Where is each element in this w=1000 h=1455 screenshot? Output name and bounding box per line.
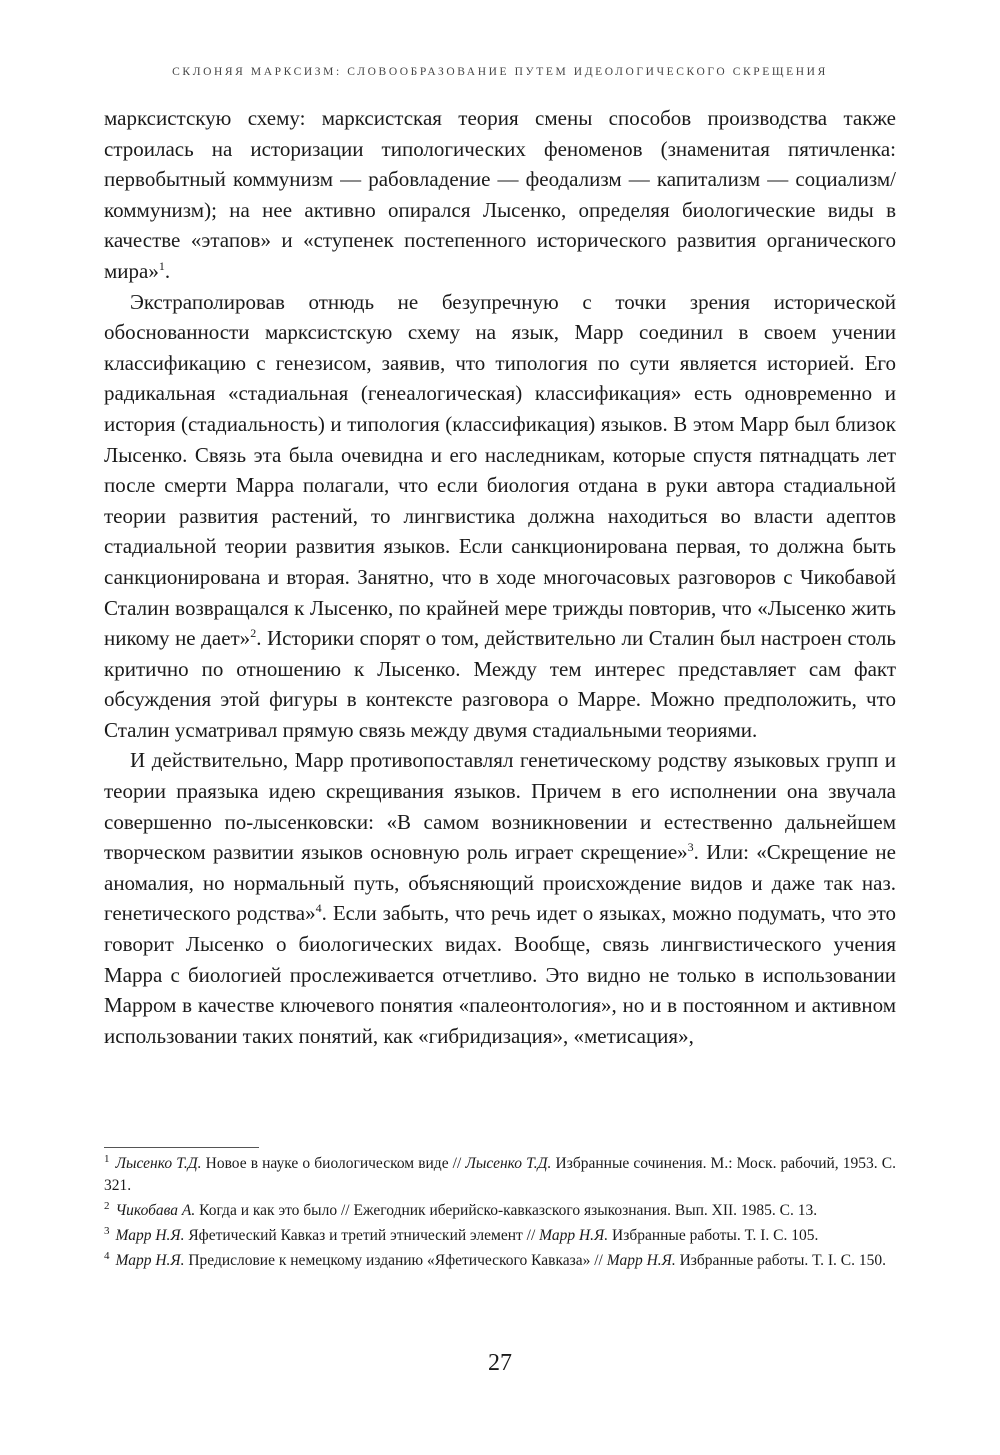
footnote-author: Марр Н.Я.: [539, 1227, 609, 1244]
footnote-author: Марр Н.Я.: [115, 1227, 185, 1244]
footnote-separator: [104, 1147, 259, 1148]
footnote-author: Лысенко Т.Д.: [465, 1155, 552, 1172]
paragraph-text: Экстраполировав отнюдь не безупречную с точки зрения исторической обоснованности марксистскую схему на язык, Марр соединил в своем учении классификацию с генезисом, заявив, что типология по сути является историей. Его радикальная «стадиальная (генеалогическая) классификация» есть одновременно и история (стадиальность) и типология (классификация) языков. В этом Марр был близок Лысенко. Связь эта была очевидна и его наследникам, которые спустя пятнадцать лет после смерти Марра полагали, что если биология отдана в руки автора стадиальной теории развития растений, то лингвистика должна находиться во власти адептов стадиальной теории развития языков. Если санкционирована первая, то должна быть санкционирована и вторая. Занятно, что в ходе многочасовых разговоров с Чикобавой Сталин возвращался к Лысенко, по крайней мере трижды повторив, что «Лысенко жить никому не дает»: [104, 289, 896, 651]
footnote-ref-1[interactable]: 1: [158, 258, 165, 273]
footnote-2: [104, 1200, 896, 1222]
footnote-4: [104, 1250, 896, 1272]
running-head: СКЛОНЯЯ МАРКСИЗМ: СЛОВООБРАЗОВАНИЕ ПУТЕМ ИДЕОЛОГИЧЕСКОГО СКРЕЩЕНИЯ: [172, 66, 828, 78]
footnotes: [104, 1153, 896, 1275]
footnote-3: [104, 1225, 896, 1247]
footnote-number: 4: [104, 1249, 110, 1262]
paragraph-1: марксистскую схему: марксистская теория смены способов производства также строилась на историзации типологических феноменов (знаменитая пятичленка: первобытный коммунизм — рабовладение — феодализм — капитализм — социализм/коммунизм); на нее активно опирался Лысенко, определяя биологические виды в качестве «этапов» и «ступенек постепенного исторического развития органического мира»$^1$.: [104, 106, 896, 283]
paragraph-2: [104, 287, 896, 746]
footnote-ref-4[interactable]: 4: [315, 901, 322, 916]
footnote-text: Когда и как это было // Ежегодник иберийско-кавказского языкознания. Вып. XII. 1985. С. 13.: [195, 1202, 818, 1219]
footnote-author: Лысенко Т.Д.: [115, 1155, 202, 1172]
footnote-text: Предисловие к немецкому изданию «Яфетического Кавказа» //: [184, 1252, 607, 1269]
page-number: 27: [488, 1350, 512, 1376]
footnote-author: Марр Н.Я.: [115, 1252, 185, 1269]
footnote-text: Избранные работы. Т. I. С. 105.: [608, 1227, 819, 1244]
paragraph-3: [104, 745, 896, 1051]
footnote-number: 3: [104, 1224, 110, 1237]
footnote-number: 2: [104, 1199, 110, 1212]
paragraph-text: марксистскую схему: марксистская теория смены способов производства также строилась на историзации типологических феноменов (знаменитая пятичленка: первобытный коммунизм — рабовладение — феодализм — капитализм — социализм/коммунизм); на нее активно опирался Лысенко, определяя биологические виды в качестве «этапов» и «ступенек постепенного исторического развития органического мира»: [104, 106, 896, 283]
footnote-ref-2[interactable]: 2: [250, 626, 257, 641]
footnote-author: Чикобава А.: [115, 1202, 196, 1219]
body-text: [104, 103, 896, 1051]
footnote-text: Яфетический Кавказ и третий этнический элемент //: [184, 1227, 540, 1244]
paragraph-text: И действительно, Марр противопоставлял генетическому родству языковых групп и теории праязыка идею скрещивания языков. Причем в его исполнении она звучала совершенно по-лысенковски: «В самом возникновении и естественно дальнейшем творческом развитии языков основную роль играет скрещение»: [104, 748, 896, 865]
paragraph-text: . Историки спорят о том, действительно ли Сталин был настроен столь критично по отношению к Лысенко. Между тем интерес представляет сам факт обсуждения этой фигуры в контексте разговора о Марре. Можно предположить, что Сталин усматривал прямую связь между двумя стадиальными теориями.: [104, 626, 896, 742]
paragraph-text: . Если забыть, что речь идет о языках, можно подумать, что это говорит Лысенко о биологических видах. Вообще, связь лингвистического учения Марра с биологией прослеживается отчетливо. Это видно не только в использовании Марром в качестве ключевого понятия «палеонтология», но и в постоянном и активном использовании таких понятий, как «гибридизация», «метисация»,: [104, 901, 896, 1048]
footnote-text: Избранные сочинения. М.: Моск. рабочий, 1953. С. 321.: [104, 1155, 896, 1194]
footnote-author: Марр Н.Я.: [606, 1252, 676, 1269]
footnote-number: 1: [104, 1152, 110, 1165]
paragraph-text: . Или: «Скрещение не аномалия, но нормальный путь, объясняющий происхождение видов и даже так наз. генетического родства»: [104, 840, 896, 926]
footnote-text: Избранные работы. Т. I. С. 150.: [675, 1252, 886, 1269]
footnote-ref-3[interactable]: 3: [687, 840, 694, 855]
footnote-text: Новое в науке о биологическом виде //: [201, 1155, 466, 1172]
footnote-1: [104, 1153, 896, 1197]
